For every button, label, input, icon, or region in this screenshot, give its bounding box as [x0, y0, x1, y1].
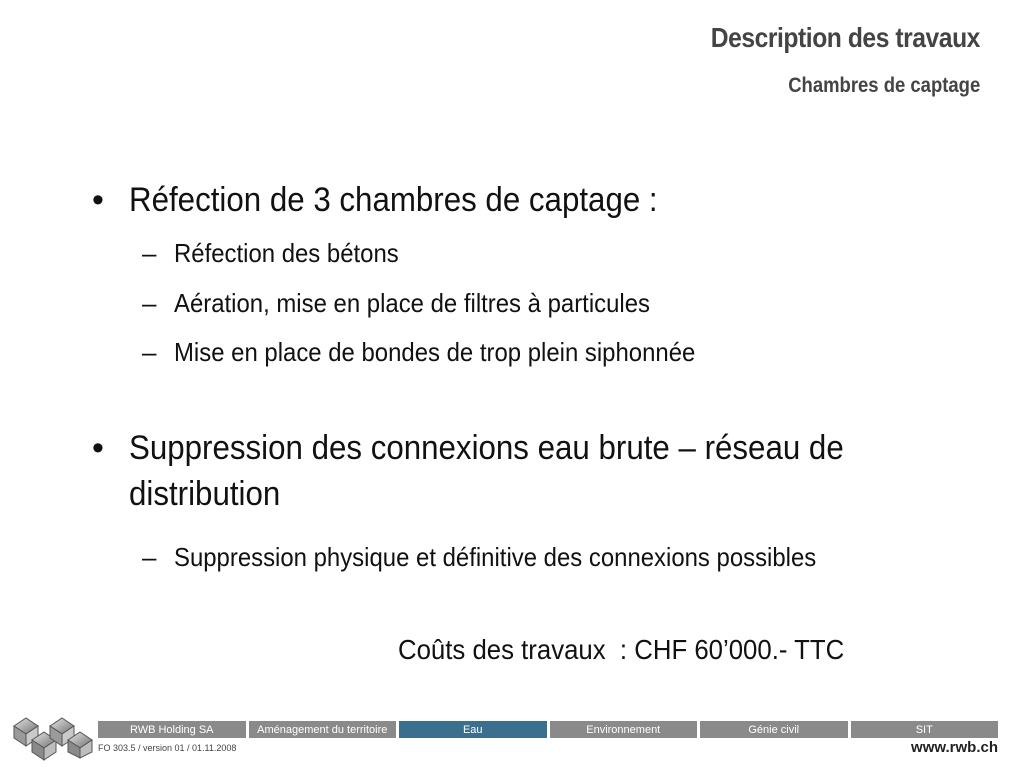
cost-summary: Coûts des travaux : CHF 60’000.- TTC	[398, 634, 845, 665]
dash-icon: –	[142, 542, 157, 572]
nav-item-genie-civil[interactable]: Génie civil	[700, 721, 848, 738]
sub-bullet-item	[142, 236, 418, 270]
dash-icon: –	[142, 337, 157, 367]
nav-item-sit[interactable]: SIT	[851, 721, 999, 738]
slide-title: Description des travaux	[710, 22, 980, 53]
bullet-text: Suppression des connexions eau brute – réseau de distribution	[129, 429, 844, 513]
nav-item-environnement[interactable]: Environnement	[550, 721, 698, 738]
nav-item-eau[interactable]: Eau	[399, 721, 547, 738]
bullet-icon: •	[92, 181, 104, 219]
document-version: FO 303.5 / version 01 / 01.11.2008	[98, 743, 237, 753]
bullet-text: Réfection de 3 chambres de captage :	[129, 181, 658, 219]
sub-bullet-item	[142, 286, 691, 320]
bullet-item	[92, 177, 992, 223]
sub-bullet-text: Réfection des bétons	[174, 238, 399, 268]
slide-subtitle: Chambres de captage	[787, 74, 980, 97]
sub-bullet-item	[142, 335, 741, 369]
nav-item-rwb-holding[interactable]: RWB Holding SA	[98, 721, 246, 738]
rwb-cubes-logo-icon	[2, 712, 94, 762]
bullet-item	[92, 425, 952, 517]
sub-bullet-item	[142, 540, 872, 574]
nav-item-amenagement[interactable]: Aménagement du territoire	[249, 721, 397, 738]
dash-icon: –	[142, 288, 157, 318]
website-link[interactable]: www.rwb.ch	[911, 739, 998, 756]
dash-icon: –	[142, 238, 157, 268]
bullet-icon: •	[92, 429, 104, 467]
footer-nav	[98, 721, 998, 738]
sub-bullet-text: Aération, mise en place de filtres à particules	[174, 288, 650, 318]
sub-bullet-text: Suppression physique et définitive des connexions possibles	[174, 542, 817, 572]
sub-bullet-text: Mise en place de bondes de trop plein siphonnée	[174, 337, 696, 367]
